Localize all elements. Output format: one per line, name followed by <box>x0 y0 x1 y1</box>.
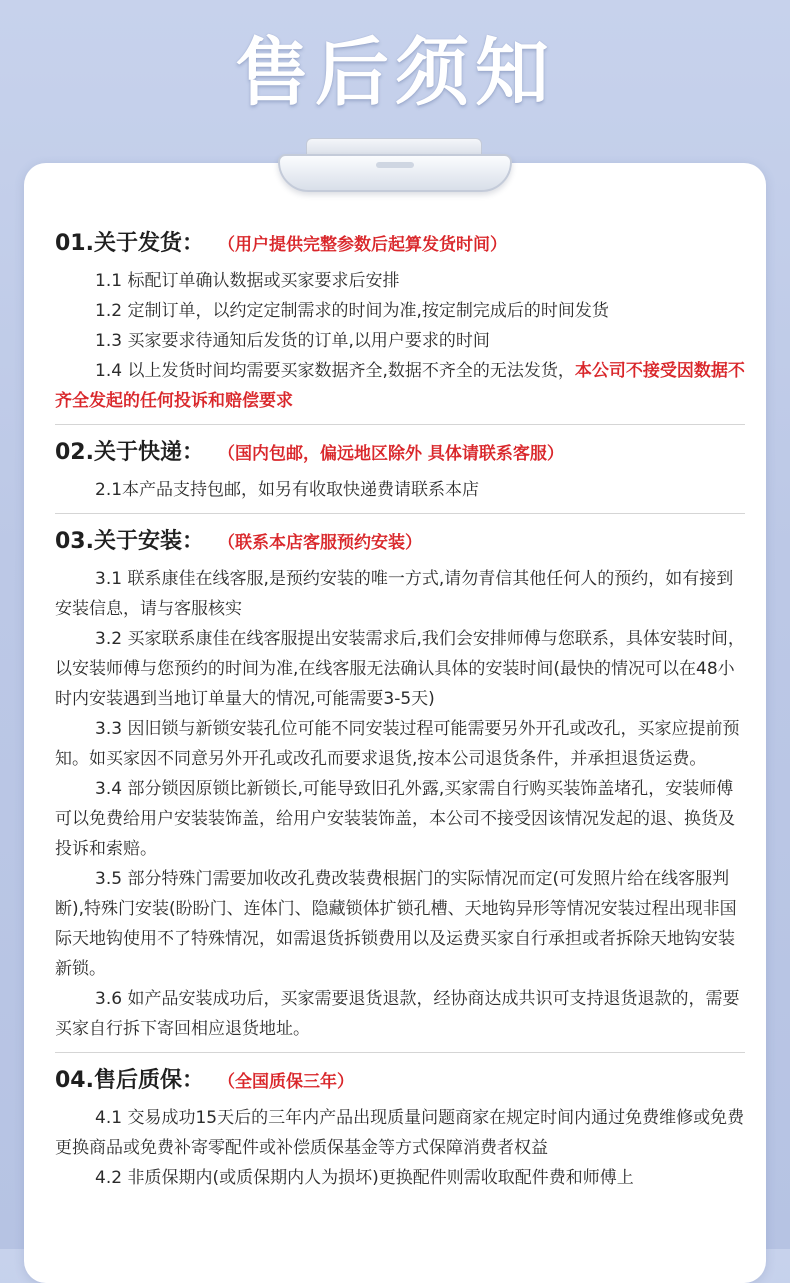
section-installation <box>55 520 745 1044</box>
list-item: 1.2 定制订单，以约定定制需求的时间为准,按定制完成后的时间发货 <box>95 301 609 321</box>
list-item: 3.6 如产品安装成功后，买家需要退货退款，经协商达成共识可支持退货退款的，需要买家自行拆下寄回相应退货地址。 <box>55 989 740 1039</box>
list-item: 4.2 非质保期内(或质保期内人为损坏)更换配件则需收取配件费和师傅上 <box>95 1168 634 1188</box>
list-item: 3.3 因旧锁与新锁安装孔位可能不同安装过程可能需要另外开孔或改孔，买家应提前预知。如买家因不同意另外开孔或改孔而要求退货,按本公司退货条件，并承担退货运费。 <box>55 719 740 769</box>
list-item: 3.2 买家联系康佳在线客服提出安装需求后,我们会安排师傅与您联系，具体安装时间，以安装师傅与您预约的时间为准,在线客服无法确认具体的安装时间(最快的情况可以在48小时内安装遇到当地订单量大的情况,可能需要3-5天) <box>55 629 745 709</box>
list-item: 3.5 部分特殊门需要加收改孔费改装费根据门的实际情况而定(可发照片给在线客服判断),特殊门安装(盼盼门、连体门、隐藏锁体扩锁孔槽、天地钩异形等情况安装过程出现非国际天地钩使用不了特殊情况，如需退货拆锁费用以及运费买家自行承担或者拆除天地钩安装新锁。 <box>55 869 737 979</box>
list-item: 2.1本产品支持包邮，如另有收取快递费请联系本店 <box>95 480 480 500</box>
section-note: （全国质保三年） <box>217 1072 354 1092</box>
page-title: 售后须知 <box>235 30 555 116</box>
list-item: 1.4 以上发货时间均需要买家数据齐全,数据不齐全的无法发货，本公司不接受因数据不齐全发起的任何投诉和赔偿要求 <box>55 361 745 411</box>
divider <box>55 1052 745 1053</box>
list-item: 3.4 部分锁因原锁比新锁长,可能导致旧孔外露,买家需自行购买装饰盖堵孔，安装师傅可以免费给用户安装装饰盖，给用户安装装饰盖，本公司不接受因该情况发起的退、换货及投诉和索赔。 <box>55 779 735 859</box>
clipboard-clip-icon <box>278 138 508 194</box>
section-title: 03.关于安装： <box>55 529 204 554</box>
section-title: 02.关于快递： <box>55 440 204 465</box>
list-item: 1.1 标配订单确认数据或买家要求后安排 <box>95 271 400 291</box>
section-title: 01.关于发货： <box>55 231 204 256</box>
divider <box>55 424 745 425</box>
warning-text: 本公司不接受因数据不齐全发起的任何投诉和赔偿要求 <box>55 361 745 411</box>
section-delivery <box>55 431 745 505</box>
section-note: （国内包邮，偏远地区除外 具体请联系客服） <box>217 444 564 464</box>
section-title: 04.售后质保： <box>55 1068 204 1093</box>
section-note: （用户提供完整参数后起算发货时间） <box>217 235 507 255</box>
divider <box>55 513 745 514</box>
section-warranty <box>55 1059 745 1193</box>
list-item: 1.3 买家要求待通知后发货的订单,以用户要求的时间 <box>95 331 490 351</box>
section-shipping <box>55 222 745 416</box>
list-item: 3.1 联系康佳在线客服,是预约安装的唯一方式,请勿青信其他任何人的预约，如有接到安装信息，请与客服核实 <box>55 569 734 619</box>
notice-content <box>55 222 745 1193</box>
section-note: （联系本店客服预约安装） <box>217 533 422 553</box>
list-item: 4.1 交易成功15天后的三年内产品出现质量问题商家在规定时间内通过免费维修或免费更换商品或免费补寄零配件或补偿质保基金等方式保障消费者权益 <box>55 1108 745 1158</box>
